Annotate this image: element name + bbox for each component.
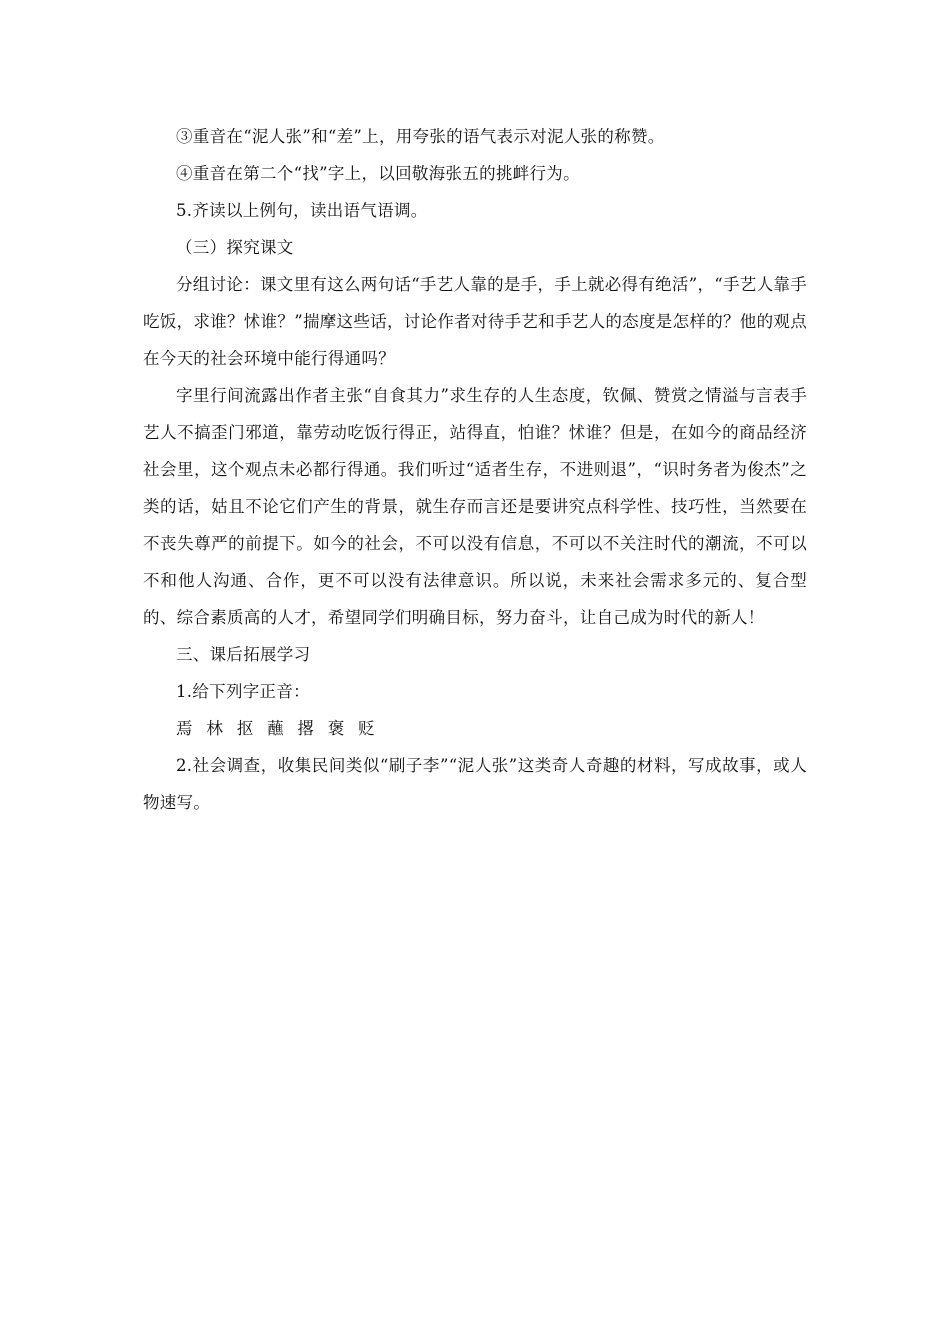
- paragraph-stress-example-4: ④重音在第二个“找”字上，以回敬海张五的挑衅行为。: [176, 164, 580, 183]
- paragraph-read-aloud: 5.齐读以上例句，读出语气语调。: [176, 201, 428, 220]
- paragraph-pronunciation-task: 1.给下列字正音：: [176, 682, 310, 701]
- paragraph-stress-example-3: ③重音在“泥人张”和“差”上，用夸张的语气表示对泥人张的称赞。: [176, 127, 665, 146]
- document-body: [143, 118, 807, 821]
- section-heading-extension: 三、课后拓展学习: [176, 645, 311, 664]
- paragraph-social-survey: 2.社会调查，收集民间类似“刷子李”“泥人张”这类奇人奇趣的材料，写成故事，或人物速写。: [143, 756, 807, 812]
- section-heading-explore: （三）探究课文: [176, 238, 294, 257]
- paragraph-characters-list: 焉 林 抠 蘸 撂 褒 贬: [176, 719, 375, 738]
- paragraph-discussion-answer: 字里行间流露出作者主张“自食其力”求生存的人生态度，钦佩、赞赏之情溢与言表手艺人不搞歪门邪道，靠劳动吃饭行得正，站得直，怕谁？怵谁？但是，在如今的商品经济社会里，这个观点未必都行得通。我们听过“适者生存，不进则退”，“识时务者为俊杰”之类的话，姑且不论它们产生的背景，就生存而言还是要讲究点科学性、技巧性，当然要在不丧失尊严的前提下。如今的社会，不可以没有信息，不可以不关注时代的潮流，不可以不和他人沟通、合作，更不可以没有法律意识。所以说，未来社会需求多元的、复合型的、综合素质高的人才，希望同学们明确目标，努力奋斗，让自己成为时代的新人！: [143, 386, 807, 627]
- paragraph-group-discussion: 分组讨论：课文里有这么两句话“手艺人靠的是手，手上就必得有绝活”，“手艺人靠手吃饭，求谁？怵谁？”揣摩这些话，讨论作者对待手艺和手艺人的态度是怎样的？他的观点在今天的社会环境中能行得通吗？: [143, 275, 808, 368]
